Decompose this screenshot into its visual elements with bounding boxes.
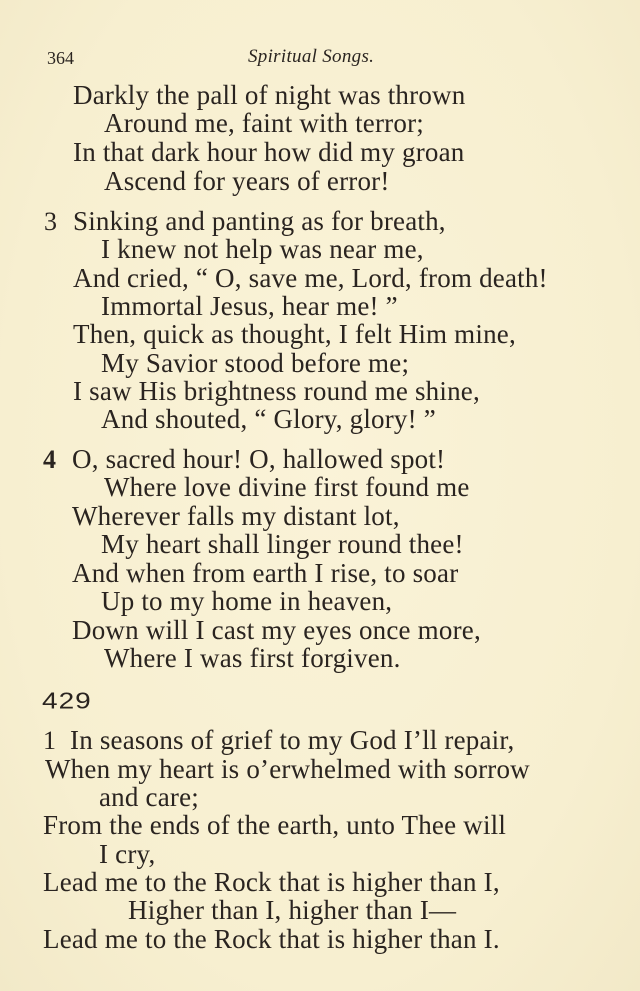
verse-line: and care; [99,782,199,812]
running-head [0,46,640,70]
verse-line: Immortal Jesus, hear me! ” [101,291,398,321]
verse-line: Wherever falls my distant lot, [72,501,400,531]
verse-line: Up to my home in heaven, [101,586,393,616]
verse-line: In that dark hour how did my groan [73,137,465,167]
verse-line: Darkly the pall of night was thrown [73,80,466,110]
verse-line: And cried, “ O, save me, Lord, from death! [73,263,548,293]
verse-line: And shouted, “ Glory, glory! ” [101,404,436,434]
verse-line: Then, quick as thought, I felt Him mine, [73,319,516,349]
running-title: Spiritual Songs. [248,46,375,67]
verse-line: Where love divine first found me [104,472,470,502]
hymn-number: 429 [42,688,92,714]
verse-line: And when from earth I rise, to soar [72,558,459,588]
verse-line: Sinking and panting as for breath, [73,206,446,236]
verse-line: When my heart is o’erwhelmed with sorrow [45,754,530,784]
verse-line: I knew not help was near me, [101,234,424,264]
verse-line: From the ends of the earth, unto Thee will [43,810,507,840]
verse-line: Lead me to the Rock that is higher than I. [43,924,500,954]
verse-line: My Savior stood before me; [101,348,410,378]
verse-line: O, sacred hour! O, hallowed spot! [72,444,446,474]
verse-line: Where I was first forgiven. [104,643,401,673]
verse-line: Higher than I, higher than I— [128,895,457,925]
verse-line: My heart shall linger round thee! [101,529,464,559]
verse-line: Lead me to the Rock that is higher than I, [43,867,500,897]
verse-line: I saw His brightness round me shine, [73,376,480,406]
verse-line: In seasons of grief to my God I’ll repair, [70,725,515,755]
stanza-number: 1 [43,726,56,755]
page-number: 364 [47,48,74,68]
verse-line: Ascend for years of error! [104,166,390,196]
verse-line: Around me, faint with terror; [104,108,424,138]
verse-line: I cry, [99,839,156,869]
stanza-number: 3 [44,207,57,236]
stanza-number: 4 [43,445,56,474]
verse-line: Down will I cast my eyes once more, [72,615,481,645]
